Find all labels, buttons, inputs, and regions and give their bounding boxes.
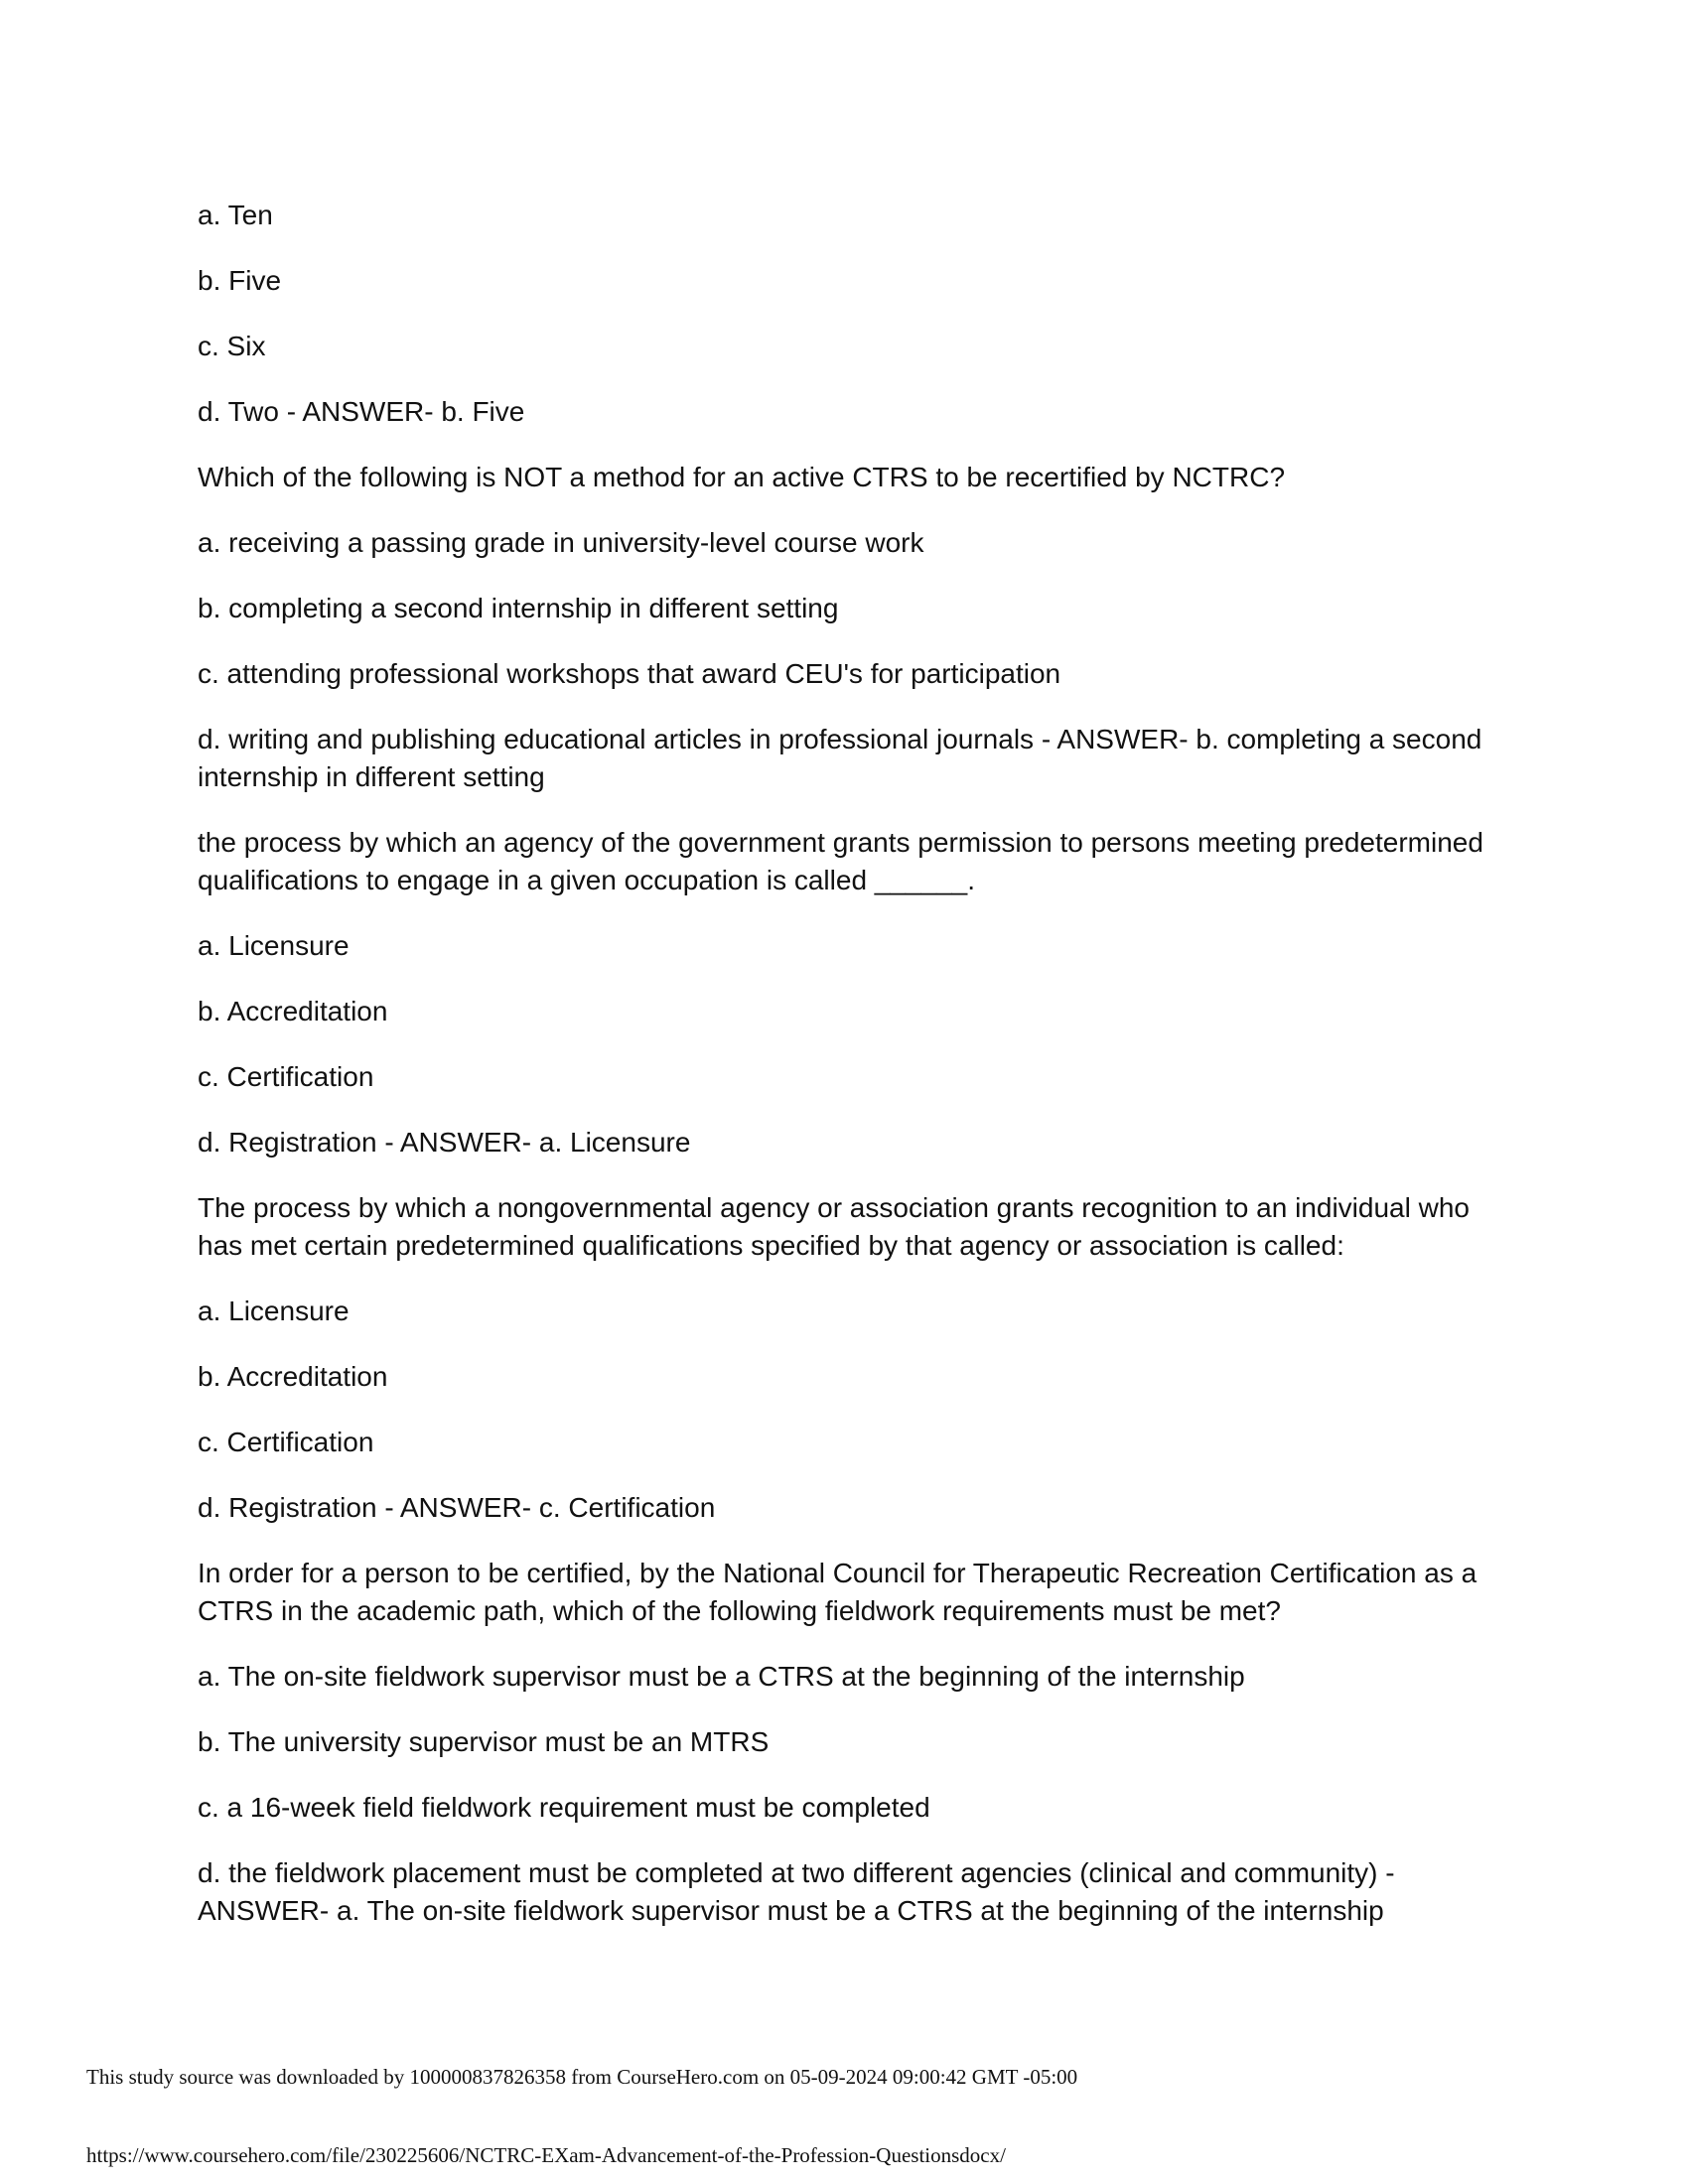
question-text: The process by which a nongovernmental agency or association grants recognition to an individual who has met certain predetermined qualifications specified by that agency or association is called: bbox=[198, 1192, 1470, 1261]
download-source-notice: This study source was downloaded by 100000837826358 from CourseHero.com on 05-09-2024 09:00:42 GMT -05:00 bbox=[86, 2065, 1078, 2089]
answer-option: c. Certification bbox=[198, 1061, 374, 1092]
answer-option: c. Six bbox=[198, 331, 266, 361]
answer-option: b. Five bbox=[198, 265, 282, 296]
answer-option: b. Accreditation bbox=[198, 1361, 388, 1392]
answer-option: c. attending professional workshops that award CEU's for participation bbox=[198, 658, 1061, 689]
question-text: the process by which an agency of the government grants permission to persons meeting predetermined qualifications to engage in a given occupation is called ______. bbox=[198, 827, 1483, 895]
question-text: Which of the following is NOT a method for an active CTRS to be recertified by NCTRC? bbox=[198, 462, 1286, 492]
answer-option: a. Licensure bbox=[198, 1296, 350, 1326]
answer-option-with-key: d. Two - ANSWER- b. Five bbox=[198, 396, 525, 427]
source-url[interactable]: https://www.coursehero.com/file/230225606/NCTRC-EXam-Advancement-of-the-Profession-Questionsdocx/ bbox=[86, 2143, 1006, 2167]
answer-option: b. completing a second internship in different setting bbox=[198, 593, 839, 623]
question-text: In order for a person to be certified, by the National Council for Therapeutic Recreation Certification as a CTRS in the academic path, which of the following fieldwork requirements must be met? bbox=[198, 1558, 1477, 1626]
answer-option: b. The university supervisor must be an MTRS bbox=[198, 1726, 770, 1757]
answer-option-with-key: d. Registration - ANSWER- c. Certification bbox=[198, 1492, 716, 1523]
answer-option-with-key: d. writing and publishing educational articles in professional journals - ANSWER- b. completing a second internship in different setting bbox=[198, 724, 1482, 792]
answer-option: b. Accreditation bbox=[198, 996, 388, 1026]
answer-option-with-key: d. Registration - ANSWER- a. Licensure bbox=[198, 1127, 691, 1158]
answer-option: a. Ten bbox=[198, 200, 273, 230]
answer-option-with-key: d. the fieldwork placement must be completed at two different agencies (clinical and community) - ANSWER- a. The on-site fieldwork supervisor must be a CTRS at the beginning of the internship bbox=[198, 1857, 1395, 1926]
answer-option: c. a 16-week field fieldwork requirement must be completed bbox=[198, 1792, 930, 1823]
answer-option: a. Licensure bbox=[198, 930, 350, 961]
document-body bbox=[198, 197, 1498, 1958]
answer-option: a. receiving a passing grade in university-level course work bbox=[198, 527, 924, 558]
answer-option: a. The on-site fieldwork supervisor must be a CTRS at the beginning of the internship bbox=[198, 1661, 1245, 1692]
answer-option: c. Certification bbox=[198, 1427, 374, 1457]
